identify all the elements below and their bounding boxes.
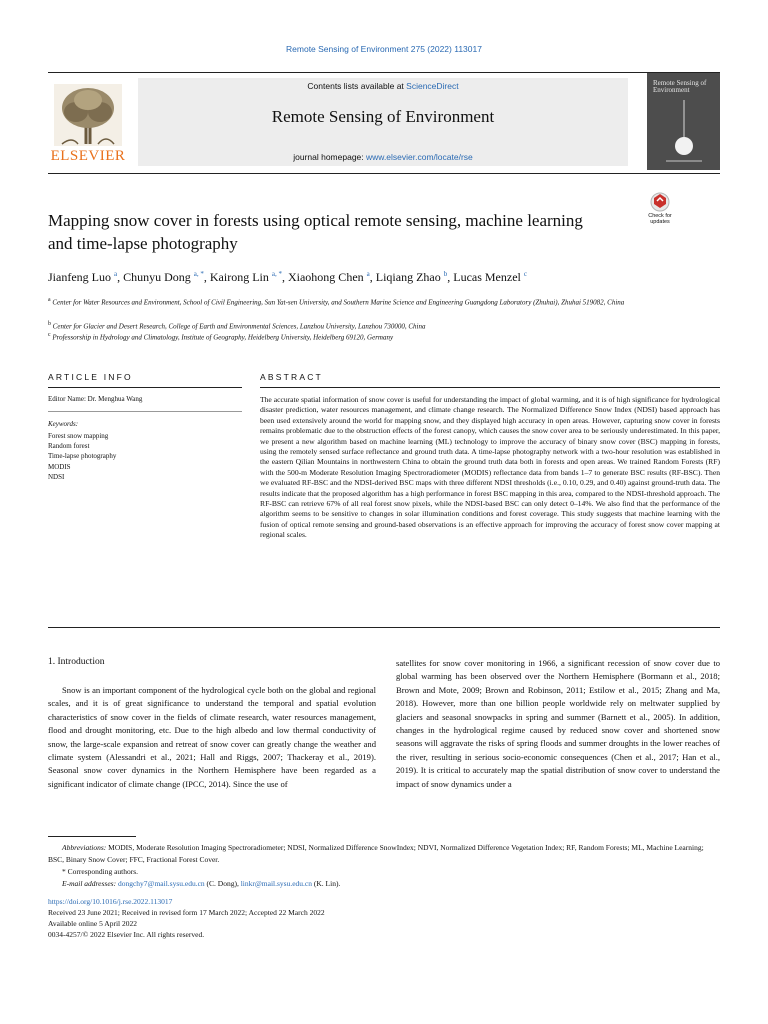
check-for-updates-label[interactable]: Check for updates	[648, 213, 672, 225]
copyright: 0034-4257/© 2022 Elsevier Inc. All rights reserved.	[48, 930, 205, 939]
homepage-line	[138, 152, 628, 162]
email-owner: (K. Lin).	[311, 879, 341, 888]
author-affiliation-mark[interactable]: b	[443, 270, 448, 278]
author-affiliation-mark[interactable]: a	[113, 270, 118, 278]
cover-title: Remote Sensing of Environment	[653, 79, 707, 94]
keyword: NDSI	[48, 472, 65, 481]
email-owner: (C. Dong),	[204, 879, 241, 888]
affiliation-text: Professorship in Hydrology and Climatology, Institute of Geography, Heidelberg University, Heidelberg 69120, Germany	[52, 333, 394, 342]
editor-divider	[48, 411, 242, 412]
email-footnote	[48, 878, 720, 890]
keyword: Random forest	[48, 442, 90, 451]
author-name[interactable]: Jianfeng Luo	[48, 270, 111, 284]
author-name[interactable]: Chunyu Dong	[123, 270, 191, 284]
affiliation-mark: a	[48, 297, 51, 303]
email-label: E-mail addresses:	[62, 879, 117, 888]
author-name[interactable]: Kairong Lin	[209, 270, 269, 284]
keyword: MODIS	[48, 462, 71, 471]
abbreviations-label: Abbreviations:	[62, 843, 107, 852]
footnote-rule	[48, 836, 136, 837]
author-affiliation-mark[interactable]: a, *	[193, 270, 204, 278]
publisher-name: ELSEVIER	[50, 148, 126, 164]
cover-graphic	[660, 100, 708, 166]
affiliation-text: Center for Glacier and Desert Research, College of Earth and Environmental Sciences, Lanzhou University, Lanzhou 730000, China	[52, 322, 426, 331]
front-matter-rule	[48, 627, 720, 628]
abstract-heading: ABSTRACT	[260, 372, 323, 382]
keywords-label: Keywords:	[48, 420, 79, 428]
abbreviations-text: MODIS, Moderate Resolution Imaging Spectroradiometer; NDSI, Normalized Difference SnowIndex; NDVI, Normalized Difference Vegetation Index; RF, Random Forests; ML, Machine Learning; BSC, Binary Snow Cover; FFC, Fractional Forest Cover.	[48, 843, 704, 864]
abbreviations-footnote	[48, 842, 720, 866]
keyword: Time-lapse photography	[48, 452, 117, 461]
contents-prefix: Contents lists available at	[307, 81, 407, 91]
journal-title: Remote Sensing of Environment	[271, 107, 495, 126]
affiliation-c	[48, 330, 720, 342]
affiliation-a	[48, 295, 720, 307]
abstract-rule	[260, 387, 720, 388]
email-link-dong[interactable]: dongchy7@mail.sysu.edu.cn	[117, 879, 205, 888]
author-affiliation-mark[interactable]: a	[366, 270, 370, 278]
author-name[interactable]: Xiaohong Chen	[287, 270, 364, 284]
corresponding-authors-note: * Corresponding authors.	[62, 867, 139, 876]
article-info-heading: ARTICLE INFO	[48, 372, 133, 382]
abstract-text: The accurate spatial information of snow cover is useful for understanding the impact of global warming, and it is of high significance for hydrological disaster prediction, water resources management, and climate change research. The Normalized Difference Snow Index (NDSI) based approach has been used extensively around the world for mapping snow, and they displayed high accuracy in open areas. However, capturing snow cover in forests remains problematic due to the obstruction effects of the forest canopy, which causes the snow cover area to be seriously underestimated. In this paper, we present a new algorithm based on machine learning (ML) technology to improve the accuracy of binary snow cover (BSC) mapping in forests, using the remotely sensed surface reflectance and ground truth data. A time-lapse photography network with a two-hour resolution was established in the eastern Qilian Mountains in northwestern China to obtain the ground truth data both in forests and open areas. We trained Random Forests (RF) with the 500-m Moderate Resolution Imaging Spectroradiometer (MODIS) reflectance data from bands 1–7 to generate BSC results (RF-BSC). Then we evaluated RF-BSC and the NDSI-derived BSC maps with three different NDSI thresholds (i.e., 0.10, 0.29, and 0.40) against ground-truth data. The results indicate that the proposed algorithm has a high performance in forest BSC mapping in this area, compared to the NDSI-threshold approach. The RF-BSC can retrieve 67% of all real forest snow pixels, while the NDSI-based BSC can only detect 0–14%. We also find that the performance of the algorithm seems to be sensitive to changes in solar illumination conditions and forest coverage. This study suggests that machine learning with the fusion of optical remote sensing and ground-based observations is an effective approach for improving the accuracy of forest snow cover mapping at regional scales.	[260, 395, 720, 540]
keyword-list	[48, 431, 242, 482]
author-affiliation-mark[interactable]: a, *	[271, 270, 282, 278]
author-affiliation-mark[interactable]: c	[523, 270, 527, 278]
article-info-rule	[48, 387, 242, 388]
section-heading-introduction: 1. Introduction	[48, 657, 105, 667]
author-list: Jianfeng Luo $^a$, Chunyu Dong $^{a, *}$, Kairong Lin $^{a, *}$, Xiaohong Chen $^a$, Liqiang Zhao $^b$, Lucas Menzel $^c$	[48, 270, 527, 284]
contents-line	[138, 81, 628, 91]
introduction-column-1: Snow is an important component of the hydrological cycle both on the global and regional scales, and it is of great significance to understand the temporal and spatial evolution characteristics of snow cover in the fields of climate research, water resources management, flood and drought monitoring, etc. Due to the high albedo and low thermal conductivity of snow, the large-scale expansion and retreat of snow cover can greatly change the weather and climate system (Alessandri et al., 2021; Hall and Riggs, 2007; Thackeray et al., 2019). Seasonal snow cover dynamics in the Northern Hemisphere have been regarded as a significant indicator of climate change (IPCC, 2014). Since the use of	[48, 685, 376, 789]
author-name[interactable]: Lucas Menzel	[453, 270, 521, 284]
affiliation-text: Center for Water Resources and Environment, School of Civil Engineering, Sun Yat-sen University, and Southern Marine Science and Engineering Guangdong Laboratory (Zhuhai), Zhuhai 519082, China	[52, 298, 625, 307]
available-online: Available online 5 April 2022	[48, 919, 138, 928]
footnotes	[48, 842, 720, 890]
received-dates: Received 23 June 2021; Received in revised form 17 March 2022; Accepted 22 March 2022	[48, 908, 325, 917]
sciencedirect-link[interactable]: ScienceDirect	[406, 81, 459, 91]
journal-reference[interactable]: Remote Sensing of Environment 275 (2022) 113017	[286, 44, 482, 54]
homepage-prefix: journal homepage:	[293, 152, 366, 162]
affiliation-mark: c	[48, 332, 51, 338]
editor-name: Editor Name: Dr. Menghua Wang	[48, 395, 143, 403]
affiliation-mark: b	[48, 321, 51, 327]
email-link-lin[interactable]: linkr@mail.sysu.edu.cn	[240, 879, 312, 888]
article-title: Mapping snow cover in forests using optical remote sensing, machine learning and time-lapse photography	[48, 211, 583, 253]
author-name[interactable]: Liqiang Zhao	[375, 270, 441, 284]
introduction-column-2: satellites for snow cover monitoring in 1966, a significant recession of snow cover due to global warming has been observed over the Northern Hemisphere (Bormann et al., 2018; Brown and Mote, 2009; Brown and Robinson, 2011; Estilow et al., 2015; Zhang and Ma, 2018). However, more than one billion people worldwide rely on meltwater supplied by glaciers and seasonal snowpacks in spring and summer (Barnett et al., 2005). In addition, changes in the hydrological regime caused by reduced snow cover and shortened snow seasons will aggravate the risks of spring floods and summer droughts in the lower reaches of the river, resulting in serious socio-economic consequences (Chen et al., 2017; Han et al., 2019). It is critical to accurately map the spatial distribution of snow cover to understand the impact of snow dynamics under a	[396, 658, 720, 789]
homepage-link[interactable]: www.elsevier.com/locate/rse	[366, 152, 473, 162]
publication-info	[48, 896, 720, 940]
doi-link[interactable]: https://doi.org/10.1016/j.rse.2022.113017	[48, 897, 173, 906]
keyword: Forest snow mapping	[48, 432, 109, 440]
